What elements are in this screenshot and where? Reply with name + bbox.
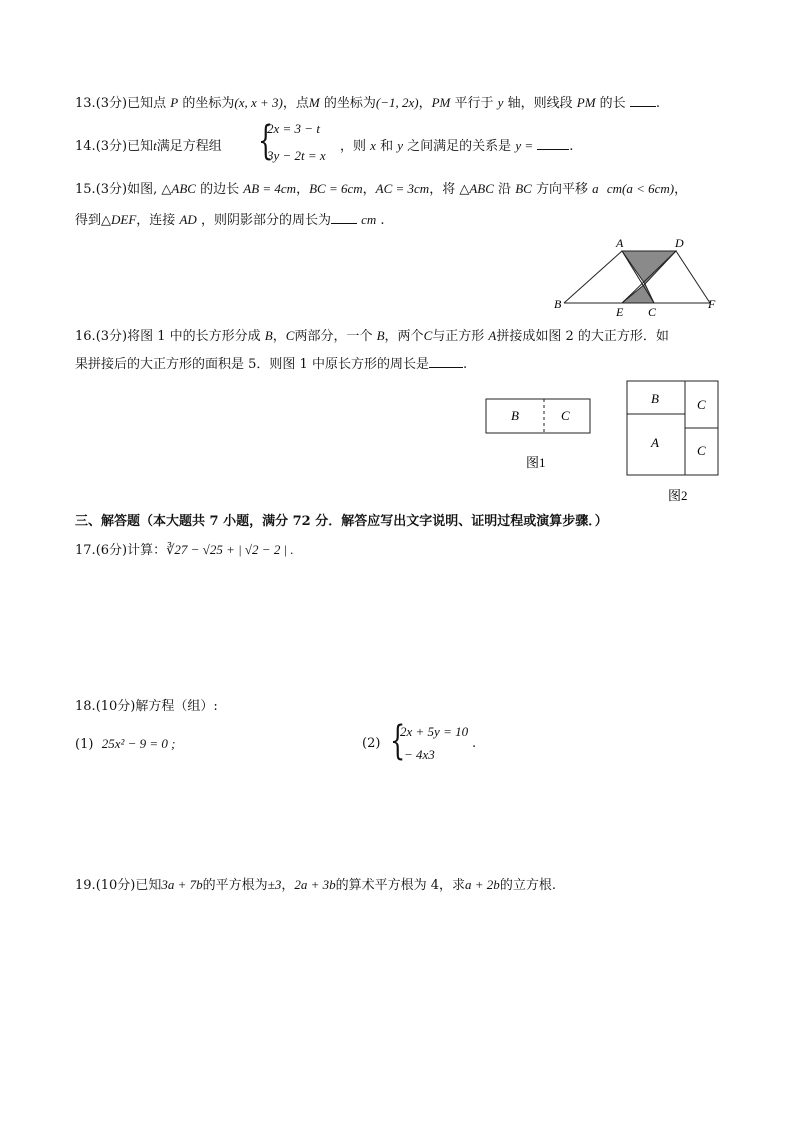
q13-text: ， bbox=[418, 96, 432, 111]
q15-label-f: F bbox=[708, 297, 716, 311]
q16-text: ， bbox=[272, 329, 286, 344]
q13-number: 13. bbox=[75, 96, 96, 111]
question-13 bbox=[75, 94, 660, 113]
q19-text: 已知 bbox=[135, 878, 162, 893]
q13-text: 的长 bbox=[599, 96, 626, 111]
q15-tri: △ABC bbox=[459, 181, 494, 196]
q14-eq2: 3y − 2t = x bbox=[267, 148, 326, 163]
q16-text: 与正方形 bbox=[432, 329, 485, 344]
q15-text: 沿 bbox=[498, 182, 512, 197]
q15-ab: AB = 4cm bbox=[243, 181, 297, 196]
q14-var-x: x bbox=[370, 138, 376, 153]
q14-text: 满足方程组 bbox=[156, 139, 222, 154]
q18-part1 bbox=[75, 735, 175, 754]
q14-y-eq: y = bbox=[515, 138, 534, 153]
q15-line-df bbox=[676, 251, 710, 303]
fig1-label-c: C bbox=[561, 408, 570, 423]
q13-var-y: y bbox=[497, 95, 504, 110]
q16-number: 16. bbox=[75, 329, 96, 344]
q15-label-c: C bbox=[648, 305, 657, 319]
q19-expr: a + 2b bbox=[465, 877, 500, 892]
q14-text: ，则 bbox=[340, 139, 367, 154]
q14-eq1: 2x = 3 − t bbox=[267, 121, 320, 136]
q15-ad: AD bbox=[179, 212, 197, 227]
q18-part1-equation: 25x² − 9 = 0 ; bbox=[101, 736, 176, 751]
q19-expr: 3a + 7b bbox=[161, 877, 203, 892]
q19-expr: 2a + 3b bbox=[294, 877, 336, 892]
q19-text: 的平方根为 bbox=[202, 878, 268, 893]
q18-part2-eq1: 2x + 5y = 10 bbox=[400, 724, 469, 739]
fig1-caption: 图1 bbox=[526, 455, 546, 470]
q15-text: ， bbox=[296, 182, 310, 197]
q15-line-ba bbox=[564, 251, 622, 303]
q13-score: (3分) bbox=[95, 96, 128, 111]
q16-text: . bbox=[462, 357, 468, 372]
q17-expression: ∛27 − √25 + | √2 − 2 | . bbox=[166, 542, 294, 557]
q18-part2-end: . bbox=[472, 736, 477, 751]
fig2-label-c1: C bbox=[697, 397, 706, 412]
question-18 bbox=[75, 698, 218, 716]
q15-text: 方向平移 bbox=[535, 182, 588, 197]
q14-text: . bbox=[569, 139, 574, 154]
q15-number: 15. bbox=[75, 182, 96, 197]
q18-text: 解方程（组）: bbox=[135, 699, 218, 714]
q19-score: (10分) bbox=[95, 878, 136, 893]
q16-var-c: C bbox=[285, 328, 295, 343]
q15-label-a: A bbox=[616, 236, 624, 250]
q15-shade-bottom bbox=[622, 284, 654, 303]
q17-text: 计算： bbox=[127, 543, 167, 558]
q13-text: 已知点 bbox=[127, 96, 167, 111]
q14-answer-blank[interactable] bbox=[537, 137, 569, 150]
q19-number: 19. bbox=[75, 878, 96, 893]
section-3-title: 三、解答题（本大题共 7 小题，满分 72 分．解答应写出文字说明、证明过程或演算步骤．） bbox=[75, 514, 608, 529]
q15-label-d: D bbox=[675, 236, 684, 250]
q15-score: (3分) bbox=[95, 182, 128, 197]
q15-answer-blank[interactable] bbox=[331, 211, 357, 224]
q19-text: 的立方根. bbox=[499, 878, 556, 893]
q13-coord-m: (−1, 2x) bbox=[375, 95, 419, 110]
question-15-line2 bbox=[75, 211, 385, 230]
q15-unit: cm bbox=[361, 212, 377, 227]
q14-score: (3分) bbox=[95, 139, 128, 154]
q19-expr: ±3 bbox=[267, 877, 282, 892]
q14-brace: { bbox=[258, 118, 274, 164]
fig2-label-a: A bbox=[651, 435, 659, 450]
q15-text: ，连接 bbox=[136, 213, 176, 228]
q15-text: ， bbox=[362, 182, 376, 197]
q13-answer-blank[interactable] bbox=[630, 94, 656, 107]
q15-text: ， bbox=[674, 182, 688, 197]
q18-brace: { bbox=[390, 718, 406, 764]
question-19 bbox=[75, 876, 556, 895]
q16-score: (3分) bbox=[95, 329, 128, 344]
question-14 bbox=[75, 137, 222, 156]
q15-text: ，将 bbox=[429, 182, 456, 197]
q15-def: △DEF bbox=[101, 212, 137, 227]
q15-text: ，则阴影部分的周长为 bbox=[200, 213, 331, 228]
q15-label-e: E bbox=[616, 305, 624, 319]
q15-text: 如图, bbox=[127, 182, 158, 197]
q15-text: . bbox=[380, 213, 385, 228]
q16-text: ，两个 bbox=[384, 329, 424, 344]
q15-text: 得到 bbox=[75, 213, 102, 228]
q16-figure-1 bbox=[480, 394, 600, 476]
q15-text: 的边长 bbox=[200, 182, 240, 197]
fig2-label-c2: C bbox=[697, 443, 706, 458]
q17-score: (6分) bbox=[95, 543, 128, 558]
q18-part2-label: (2) bbox=[362, 736, 381, 751]
q13-text: . bbox=[655, 96, 660, 111]
question-16 bbox=[75, 327, 669, 346]
q15-label-b: B bbox=[554, 297, 562, 311]
q15-figure bbox=[548, 234, 724, 320]
q16-text: 将图 1 中的长方形分成 bbox=[127, 329, 261, 344]
q14-var-t: t bbox=[153, 138, 157, 153]
q16-var-b: B bbox=[376, 328, 385, 343]
q14-number: 14. bbox=[75, 139, 96, 154]
q15-bc: BC bbox=[515, 181, 532, 196]
q14-var-y: y bbox=[397, 138, 404, 153]
q16-var-a: A bbox=[488, 328, 497, 343]
fig1-rectangle bbox=[486, 399, 590, 433]
q15-tri: △ABC bbox=[161, 181, 196, 196]
q15-bc: BC = 6cm bbox=[309, 181, 363, 196]
q14-text: 和 bbox=[380, 139, 394, 154]
q19-text: ， bbox=[281, 878, 295, 893]
fig2-caption: 图2 bbox=[668, 488, 688, 503]
q18-number: 18. bbox=[75, 699, 96, 714]
q13-text: 平行于 bbox=[454, 96, 494, 111]
question-17 bbox=[75, 541, 294, 560]
q16-text: 两部分，一个 bbox=[294, 329, 373, 344]
q18-part2-eq2: − 4x3 bbox=[404, 747, 435, 762]
q13-var-pm: PM bbox=[431, 95, 451, 110]
q13-text: 的坐标为 bbox=[323, 96, 376, 111]
q13-var-p: P bbox=[170, 95, 179, 110]
q16-text: 果拼接后的大正方形的面积是 5．则图 1 中原长方形的周长是 bbox=[75, 357, 429, 372]
question-15 bbox=[75, 180, 687, 199]
q13-coord-p: (x, x + 3) bbox=[234, 95, 283, 110]
q13-var-m: M bbox=[308, 95, 320, 110]
q14-tail bbox=[340, 137, 573, 156]
q14-text: 已知 bbox=[127, 139, 154, 154]
q15-cm: cm(a < 6cm) bbox=[606, 181, 675, 196]
q13-text: 的坐标为 bbox=[182, 96, 235, 111]
q18-part1-label: (1) bbox=[75, 737, 94, 752]
q15-ac: AC = 3cm bbox=[375, 181, 430, 196]
q15-shade-top bbox=[622, 251, 676, 284]
q17-number: 17. bbox=[75, 543, 96, 558]
fig1-label-b: B bbox=[511, 408, 519, 423]
q18-score: (10分) bbox=[95, 699, 136, 714]
q16-var-c: C bbox=[423, 328, 433, 343]
q15-a: a bbox=[592, 181, 599, 196]
q14-text: 之间满足的关系是 bbox=[407, 139, 512, 154]
q19-text: 的算术平方根为 4，求 bbox=[335, 878, 466, 893]
question-16-line2 bbox=[75, 355, 467, 374]
q13-text: ，点 bbox=[282, 96, 309, 111]
q16-figure-2 bbox=[622, 378, 726, 506]
fig2-label-b: B bbox=[651, 391, 659, 406]
q16-answer-blank[interactable] bbox=[429, 355, 463, 368]
q13-var-pm: PM bbox=[576, 95, 596, 110]
q13-text: 轴，则线段 bbox=[507, 96, 573, 111]
q16-var-b: B bbox=[264, 328, 273, 343]
q16-text: 拼接成如图 2 的大正方形．如 bbox=[496, 329, 669, 344]
